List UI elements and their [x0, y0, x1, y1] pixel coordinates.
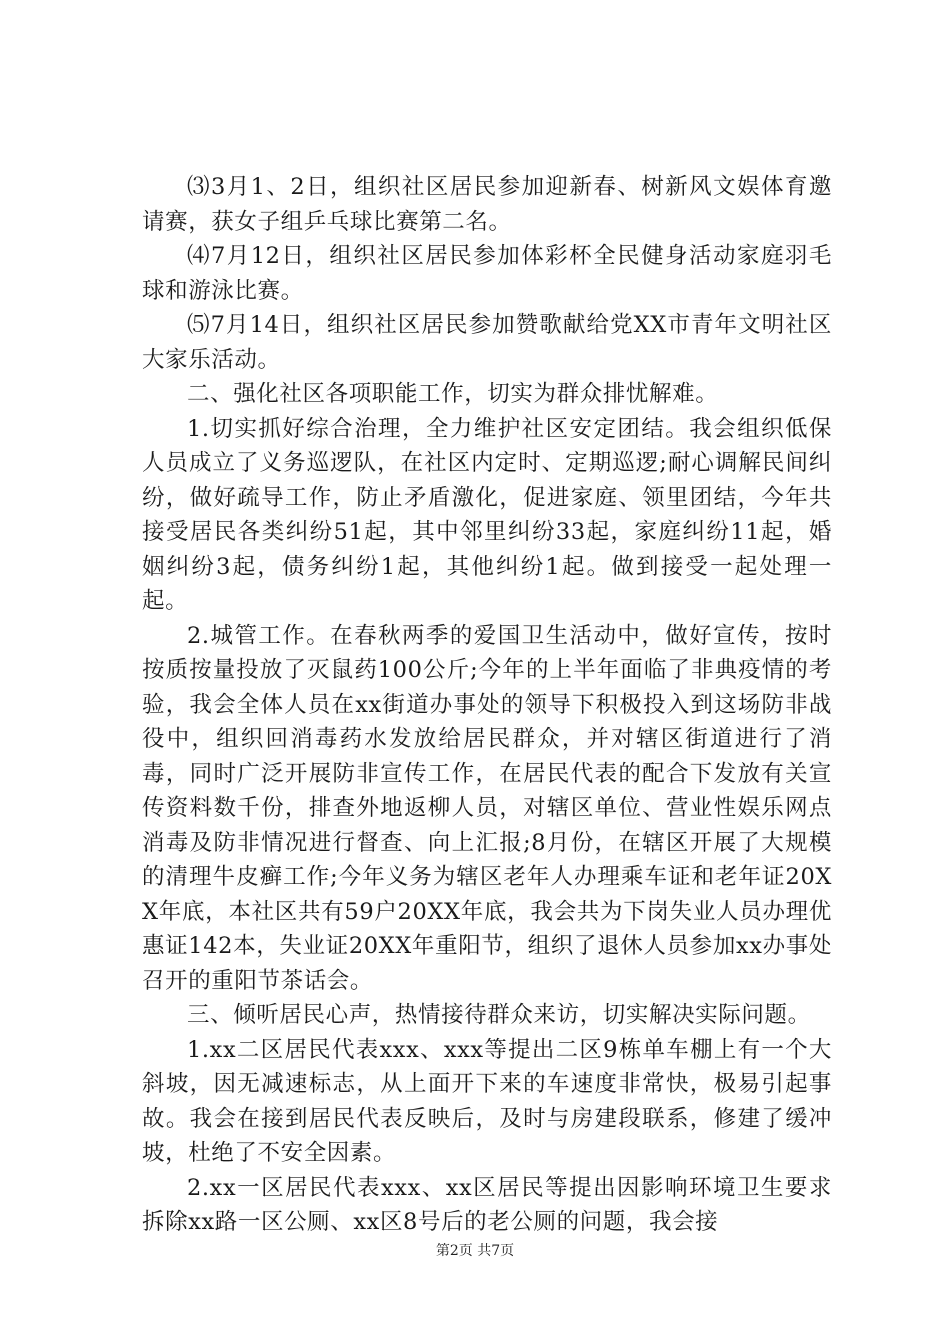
- section-heading-3: 三、倾听居民心声，热情接待群众来访，切实解决实际问题。: [187, 1002, 811, 1028]
- paragraph-city-management: 2.城管工作。在春秋两季的爱国卫生活动中，做好宣传，按时按质按量投放了灭鼠药100公斤;今年的上半年面临了非典疫情的考验，我会全体人员在xx街道办事处的领导下积极投入到这场防非战役中，组织回消毒药水发放给居民群众，并对辖区街道进行了消毒，同时广泛开展防非宣传工作，在居民代表的配合下发放有关宣传资料数千份，排查外地返柳人员，对辖区单位、营业性娱乐网点消毒及防非情况进行督查、向上汇报;8月份，在辖区开展了大规模的清理牛皮癣工作;今年义务为辖区老年人办理乘车证和老年证20XX年底，本社区共有59户20XX年底，我会共为下岗失业人员办理优惠证142本，失业证20XX年重阳节，组织了退休人员参加xx办事处召开的重阳节茶话会。: [142, 622, 832, 994]
- paragraph-public-toilet: 2.xx一区居民代表xxx、xx区居民等提出因影响环境卫生要求拆除xx路一区公厕、xx区8号后的老公厕的问题，我会接: [142, 1174, 832, 1235]
- section-heading-2: 二、强化社区各项职能工作，切实为群众排忧解难。: [187, 381, 719, 407]
- document-body: [142, 170, 832, 1240]
- paragraph-item-4: ⑷7月12日，组织社区居民参加体彩杯全民健身活动家庭羽毛球和游泳比赛。: [142, 243, 832, 304]
- paragraph-bike-shed-slope: 1.xx二区居民代表xxx、xxx等提出二区9栋单车棚上有一个大斜坡，因无减速标志，从上面开下来的车速度非常快，极易引起事故。我会在接到居民代表反映后，及时与房建段联系，修建了缓冲坡，杜绝了不安全因素。: [142, 1036, 832, 1166]
- paragraph-item-3: ⑶3月1、2日，组织社区居民参加迎新春、树新风文娱体育邀请赛，获女子组乒乓球比赛第二名。: [142, 174, 832, 235]
- paragraph-comprehensive-governance: 1.切实抓好综合治理，全力维护社区安定团结。我会组织低保人员成立了义务巡逻队，在社区内定时、定期巡逻;耐心调解民间纠纷，做好疏导工作，防止矛盾激化，促进家庭、领里团结，今年共接受居民各类纠纷51起，其中邻里纠纷33起，家庭纠纷11起，婚姻纠纷3起，债务纠纷1起，其他纠纷1起。做到接受一起处理一起。: [142, 415, 832, 614]
- paragraph-item-5: ⑸7月14日，组织社区居民参加赞歌献给党XX市青年文明社区大家乐活动。: [142, 312, 832, 373]
- page-number-footer: 第2页 共7页: [435, 1243, 515, 1259]
